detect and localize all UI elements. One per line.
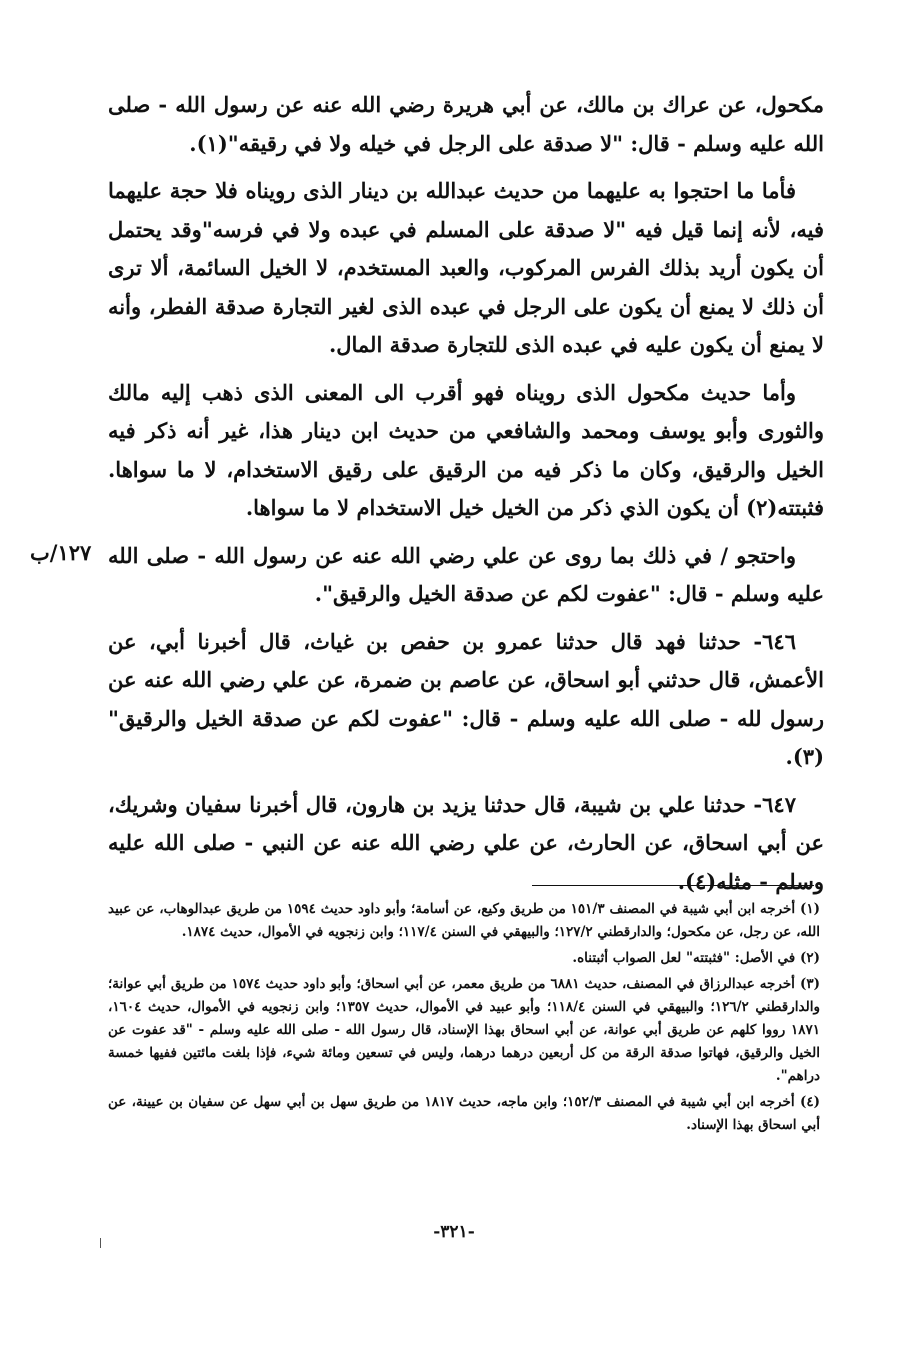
footnote-4: (٤) أخرجه ابن أبي شيبة في المصنف ١٥٢/٣؛ وابن ماجه، حديث ١٨١٧ من طريق سهل بن أبي سهل عن سفيان بن عيينة، عن أبي اسحاق بهذا الإسناد. — [108, 1094, 820, 1133]
paragraph-4: واحتجو / في ذلك بما روى عن علي رضي الله عنه عن رسول الله - صلى الله عليه وسلم - قال: "عفوت لكم عن صدقة الخيل والرقيق". — [108, 542, 824, 606]
main-text-block — [108, 86, 824, 910]
paragraph-1: مكحول، عن عراك بن مالك، عن أبي هريرة رضي الله عنه عن رسول الله - صلى الله عليه وسلم - قال: "لا صدقة على الرجل في خيله ولا في رقيقه"(١). — [108, 92, 824, 156]
footnotes-block — [108, 898, 820, 1140]
footnote-2: (٢) في الأصل: "فثبتته" لعل الصواب أثبتناه. — [572, 950, 820, 966]
hadith-646: ٦٤٦- حدثنا فهد قال حدثنا عمرو بن حفص بن غياث، قال أخبرنا أبي، عن الأعمش، قال حدثني أبو اسحاق، عن عاصم بن ضمرة، عن علي رضي الله عنه عن رسول لله - صلى الله عليه وسلم - قال: "عفوت لكم عن صدقة الخيل والرقيق"(٣). — [108, 628, 824, 769]
footnote-1: (١) أخرجه ابن أبي شيبة في المصنف ١٥١/٣ من طريق وكيع، عن أسامة؛ وأبو داود حديث ١٥٩٤ من طريق عبدالوهاب، عن عبيد الله، عن رجل، عن مكحول؛ والدارقطني ١٢٧/٢؛ والبيهقي في السنن ١١٧/٤؛ وابن زنجويه في الأموال، حديث ١٨٧٤. — [108, 901, 820, 940]
paragraph-3: وأما حديث مكحول الذى رويناه فهو أقرب الى المعنى الذى ذهب إليه مالك والثورى وأبو يوسف ومحمد والشافعي من حديث ابن دينار هذا، غير أنه ذكر فيه الخيل والرقيق، وكان ما ذكر فيه من الرقيق على رقيق الاستخدام، لا ما سواها. فثبتته(٢) أن يكون الذي ذكر من الخيل خيل الاستخدام لا ما سواها. — [108, 379, 824, 520]
hadith-647: ٦٤٧- حدثنا علي بن شيبة، قال حدثنا يزيد بن هارون، قال أخبرنا سفيان وشريك، عن أبي اسحاق، عن الحارث، عن علي رضي الله عنه عن النبي - صلى الله عليه وسلم - مثله(٤). — [108, 791, 824, 894]
folio-margin-note: ١٢٧/ب — [30, 540, 92, 565]
footnote-separator — [532, 885, 814, 886]
footnote-3: (٣) أخرجه عبدالرزاق في المصنف، حديث ٦٨٨١ من طريق معمر، عن أبي اسحاق؛ وأبو داود حديث ١٥٧٤ من طريق أبي عوانة؛ والدارقطني ١٢٦/٢؛ والبيهقي في السنن ١١٨/٤؛ وأبو عبيد في الأموال، حديث ١٣٥٧؛ وابن زنجويه في الأموال، حديث ١٦٠٤، ١٨٧١ رووا كلهم عن طريق أبي عوانة، عن أبي اسحاق بهذا الإسناد، قال رسول الله - صلى الله عليه وسلم - "قد عفوت عن الخيل والرقيق، فهاتوا صدقة الرقة من كل أربعين درهما درهما، وليس في تسعين ومائة شيء، فإذا بلغت مائتين ففيها خمسة دراهم". — [108, 976, 821, 1084]
page-number: -٣٢١- — [433, 1222, 475, 1242]
scan-mark — [100, 1238, 101, 1248]
paragraph-2: فأما ما احتجوا به عليهما من حديث عبدالله بن دينار الذى رويناه فلا حجة عليهما فيه، لأنه إنما قيل فيه "لا صدقة على المسلم في عبده ولا في فرسه"وقد يحتمل أن يكون أريد بذلك الفرس المركوب، والعبد المستخدم، لا الخيل السائمة، ألا ترى أن ذلك لا يمنع أن يكون على الرجل في عبده الذى لغير التجارة صدقة الفطر، وأنه لا يمنع أن يكون عليه في عبده الذى للتجارة صدقة المال. — [108, 178, 824, 357]
